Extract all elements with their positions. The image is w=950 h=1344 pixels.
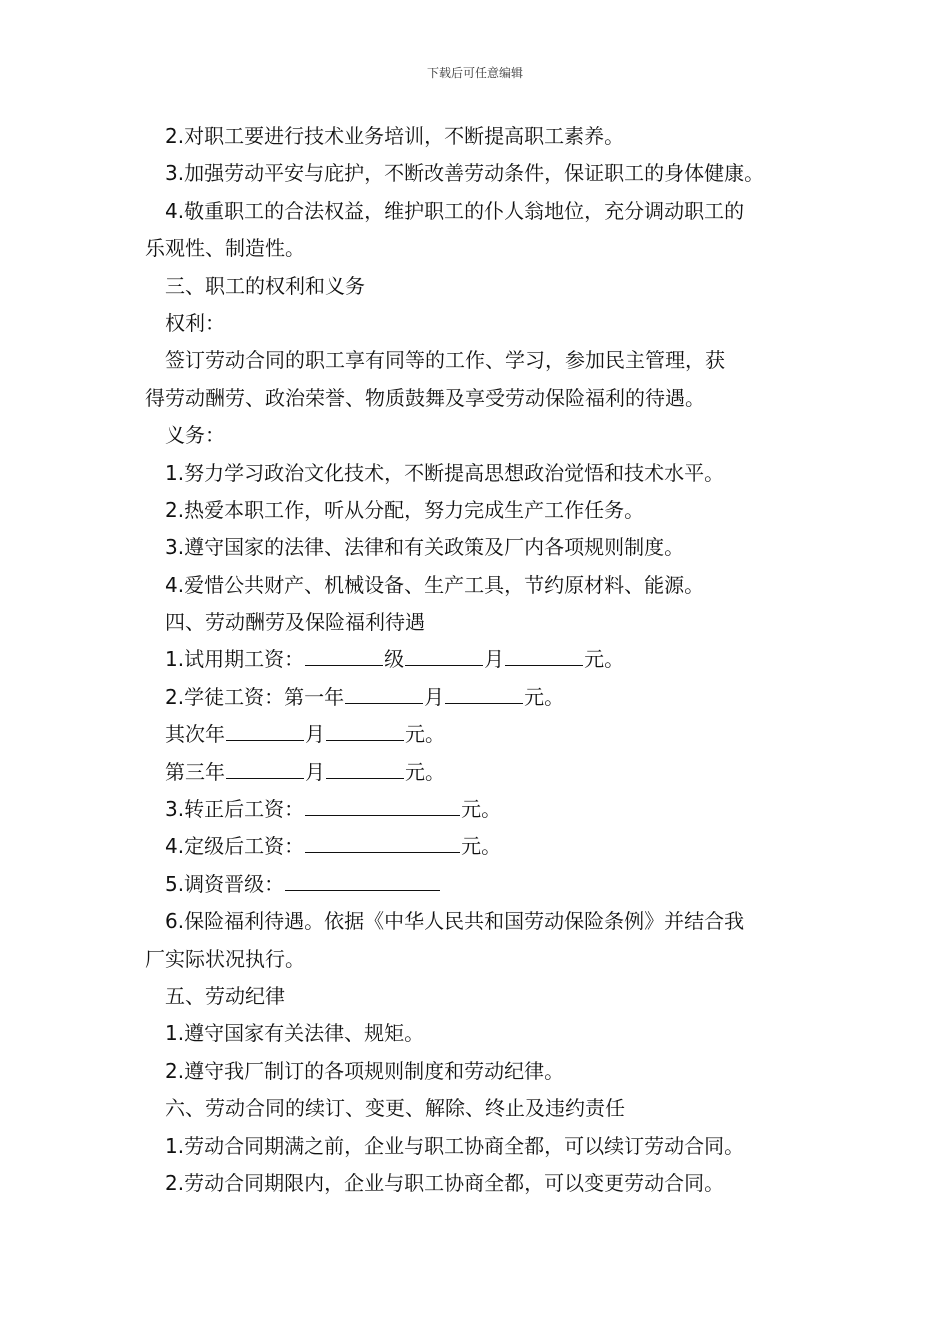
field-unit: 级 (384, 647, 405, 672)
paragraph-line: 4.爱惜公共财产、机械设备、生产工具，节约原材料、能源。 (165, 572, 705, 597)
paragraph-line: 4.敬重职工的合法权益，维护职工的仆人翁地位，充分调动职工的 (165, 198, 745, 223)
paragraph-line: 厂实际状况执行。 (145, 946, 305, 971)
paragraph-line: 3.加强劳动平安与庇护，不断改善劳动条件，保证职工的身体健康。 (165, 161, 765, 186)
fill-blank[interactable] (326, 722, 404, 741)
fill-blank[interactable] (505, 647, 583, 666)
section-heading: 三、职工的权利和义务 (165, 273, 365, 298)
fill-blank[interactable] (285, 872, 440, 891)
form-line-apprentice-year1 (145, 679, 835, 716)
fill-blank[interactable] (345, 685, 423, 704)
field-unit: 元。 (584, 647, 625, 672)
document-body (145, 118, 835, 1202)
field-label: 4.定级后工资： (165, 834, 305, 859)
field-unit: 元。 (405, 759, 445, 784)
paragraph-line: 乐观性、制造性。 (145, 236, 305, 261)
form-line-graded-wage (145, 828, 835, 865)
field-unit: 元。 (405, 722, 445, 747)
field-label: 5.调资晋级： (165, 871, 285, 896)
paragraph-line: 2.对职工要进行技术业务培训，不断提高职工素养。 (165, 124, 625, 148)
paragraph-line: 权利： (165, 310, 225, 335)
field-label: 第三年 (165, 759, 225, 784)
fill-blank[interactable] (326, 760, 404, 779)
paragraph-line: 2.劳动合同期限内，企业与职工协商全都，可以变更劳动合同。 (165, 1170, 725, 1195)
paragraph-line: 3.遵守国家的法律、法律和有关政策及厂内各项规则制度。 (165, 535, 685, 560)
field-unit: 元。 (461, 797, 502, 822)
form-line-probation-wage (145, 641, 835, 678)
paragraph-line: 1.劳动合同期满之前，企业与职工协商全都，可以续订劳动合同。 (165, 1133, 745, 1158)
section-heading: 六、劳动合同的续订、变更、解除、终止及违约责任 (165, 1096, 625, 1121)
fill-blank[interactable] (226, 722, 304, 741)
form-line-wage-adjustment (145, 866, 835, 903)
page-header: 下载后可任意编辑 (426, 66, 523, 80)
fill-blank[interactable] (226, 760, 304, 779)
paragraph-line: 得劳动酬劳、政治荣誉、物质鼓舞及享受劳动保险福利的待遇。 (145, 385, 705, 410)
field-unit: 月 (305, 759, 325, 784)
paragraph-line: 义务： (165, 423, 225, 448)
paragraph-line: 签订劳动合同的职工享有同等的工作、学习，参加民主管理，获 (165, 348, 725, 373)
fill-blank[interactable] (305, 647, 383, 666)
paragraph-line: 2.热爱本职工作，听从分配，努力完成生产工作任务。 (165, 497, 645, 522)
field-unit: 月 (484, 647, 505, 672)
paragraph-line: 6.保险福利待遇。依据《中华人民共和国劳动保险条例》并结合我 (165, 909, 745, 934)
section-heading: 四、劳动酬劳及保险福利待遇 (165, 610, 425, 635)
paragraph-line: 2.遵守我厂制订的各项规则制度和劳动纪律。 (165, 1058, 565, 1083)
section-heading: 五、劳动纪律 (165, 983, 285, 1008)
fill-blank[interactable] (305, 797, 460, 816)
form-line-regular-wage (145, 791, 835, 828)
form-line-apprentice-year3 (145, 754, 835, 791)
fill-blank[interactable] (445, 685, 523, 704)
fill-blank[interactable] (305, 834, 460, 853)
field-label: 3.转正后工资： (165, 797, 305, 822)
field-unit: 月 (305, 722, 325, 747)
paragraph-line: 1.努力学习政治文化技术，不断提高思想政治觉悟和技术水平。 (165, 460, 725, 485)
paragraph-line: 1.遵守国家有关法律、规矩。 (165, 1021, 425, 1046)
fill-blank[interactable] (405, 647, 483, 666)
field-label: 2.学徒工资：第一年 (165, 684, 345, 709)
field-label: 1.试用期工资： (165, 647, 305, 672)
field-unit: 元。 (524, 684, 565, 709)
field-label: 其次年 (165, 722, 225, 747)
field-unit: 月 (424, 684, 445, 709)
form-line-apprentice-year2 (145, 716, 835, 753)
field-unit: 元。 (461, 834, 502, 859)
